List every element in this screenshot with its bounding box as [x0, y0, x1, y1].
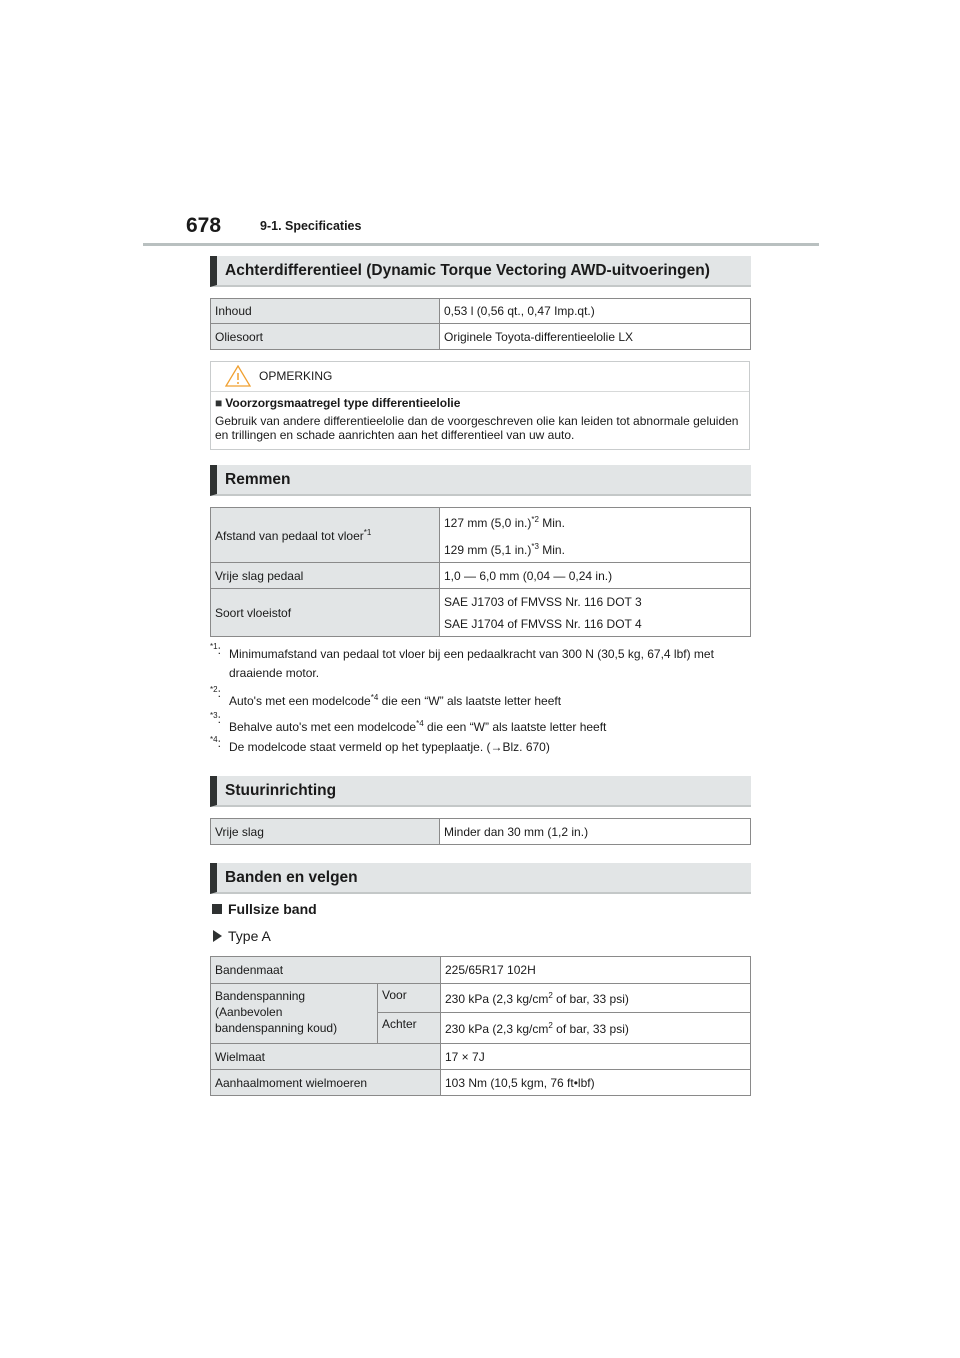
notice-title: [215, 396, 460, 410]
notice-box: [210, 361, 750, 450]
spec-label: Inhoud: [211, 299, 440, 324]
spec-value: 1,0 — 6,0 mm (0,04 — 0,24 in.): [440, 563, 751, 589]
spec-label: Vrije slag pedaal: [211, 563, 440, 589]
footnote-marker: $^{*3}$:: [210, 711, 221, 726]
spec-value: 17 × 7J: [441, 1044, 751, 1070]
section-heading-tires: Banden en velgen: [210, 863, 751, 894]
table-row: [211, 1070, 751, 1096]
tires-spec-table: [210, 956, 751, 1096]
spec-label: Oliesoort: [211, 324, 440, 350]
label-text: Bandenspanning: [215, 989, 306, 1003]
subheading-fullsize: [212, 901, 317, 917]
footnote-marker: $^{*2}$:: [210, 685, 221, 700]
footnote-text: Behalve auto's met een modelcode$^{*4}$ die een “W” als laatste letter heeft: [229, 719, 607, 734]
footnote-text: Minimumafstand van pedaal tot vloer bij een pedaalkracht van 300 N (30,5 kg, 67,4 lbf) met draaiende motor.: [229, 647, 714, 680]
table-row: [211, 324, 751, 350]
spec-value: [440, 508, 751, 563]
steering-spec-table: [210, 818, 751, 845]
spec-value: 0,53 l (0,56 qt., 0,47 Imp.qt.): [440, 299, 751, 324]
subheading-type: [213, 928, 271, 944]
spec-label: Soort vloeistof: [211, 589, 440, 637]
spec-value: [440, 589, 751, 637]
value-text: SAE J1703 of FMVSS Nr. 116 DOT 3: [444, 594, 642, 609]
spec-value: 103 Nm (10,5 kgm, 76 ft•lbf): [441, 1070, 751, 1096]
table-row: [211, 589, 751, 637]
subheading-text: Fullsize band: [228, 901, 317, 917]
label-text: (Aanbevolen: [215, 1005, 283, 1019]
section-heading-differential: Achterdifferentieel (Dynamic Torque Vectoring AWD-uitvoeringen): [210, 256, 751, 287]
spec-value: Minder dan 30 mm (1,2 in.): [440, 819, 751, 845]
subheading-text: Type A: [228, 928, 271, 944]
value-text: 129 mm (5,1 in.): [444, 543, 532, 557]
spec-label: Wielmaat: [211, 1044, 441, 1070]
notice-header: [211, 362, 749, 392]
footnote-text: Auto's met een modelcode$^{*4}$ die een “W” als laatste letter heeft: [229, 693, 562, 708]
spec-value: 230 kPa (2,3 $kg/cm^2$ of bar, 33 psi): [441, 984, 751, 1013]
warning-triangle-icon: [225, 365, 251, 387]
notice-label: OPMERKING: [259, 369, 333, 383]
spec-label: [211, 984, 378, 1044]
differential-spec-table: [210, 298, 751, 350]
table-row: [211, 299, 751, 324]
footnote-text: De modelcode staat vermeld op het typeplaatje. (→Blz. 670): [229, 740, 550, 754]
spec-value: 225/65R17 102H: [441, 957, 751, 984]
notice-title-text: Voorzorgsmaatregel type differentieelolie: [225, 396, 461, 410]
table-row: [211, 957, 751, 984]
notice-body: Gebruik van andere differentieelolie dan de voorgeschreven olie kan leiden tot abnormale geluiden en trillingen en schade aanrichten aan het differentieel van uw auto.: [215, 414, 739, 442]
footnote-marker: $^{*4}$:: [210, 735, 221, 750]
table-row: [211, 984, 751, 1013]
section-heading-steering: Stuurinrichting: [210, 776, 751, 807]
spec-label-text: Afstand van pedaal tot vloer: [215, 528, 364, 543]
value-text: Min.: [538, 516, 565, 530]
spec-label: Bandenmaat: [211, 957, 441, 984]
value-text: Min.: [538, 543, 565, 557]
brakes-spec-table: [210, 507, 751, 637]
spec-label: [211, 508, 440, 563]
spec-sublabel: Voor: [378, 984, 441, 1013]
footnote-ref: *1: [363, 527, 372, 537]
label-text: bandenspanning koud): [215, 1021, 338, 1035]
triangle-bullet-icon: [213, 930, 222, 942]
value-text: 127 mm (5,0 in.): [444, 516, 532, 530]
table-row: [211, 1044, 751, 1070]
table-row: [211, 819, 751, 845]
header-divider: [143, 243, 819, 246]
spec-value: Originele Toyota-differentieelolie LX: [440, 324, 751, 350]
page-number: 678: [186, 214, 222, 237]
square-bullet-icon: ■: [215, 396, 223, 410]
footnote-ref: *3: [531, 542, 539, 551]
value-text: SAE J1704 of FMVSS Nr. 116 DOT 4: [444, 616, 642, 631]
spec-value: 230 kPa (2,3 $kg/cm^2$ of bar, 33 psi): [441, 1013, 751, 1044]
section-heading-brakes: Remmen: [210, 465, 751, 496]
square-bullet-icon: [212, 904, 222, 914]
table-row: [211, 508, 751, 563]
table-row: [211, 563, 751, 589]
footnote-ref: *2: [531, 515, 539, 524]
spec-label: Vrije slag: [211, 819, 440, 845]
spec-label: Aanhaalmoment wielmoeren: [211, 1070, 441, 1096]
footnote-marker: $^{*1}$:: [210, 642, 221, 657]
spec-sublabel: Achter: [378, 1013, 441, 1044]
section-breadcrumb: 9-1. Specificaties: [260, 219, 362, 233]
